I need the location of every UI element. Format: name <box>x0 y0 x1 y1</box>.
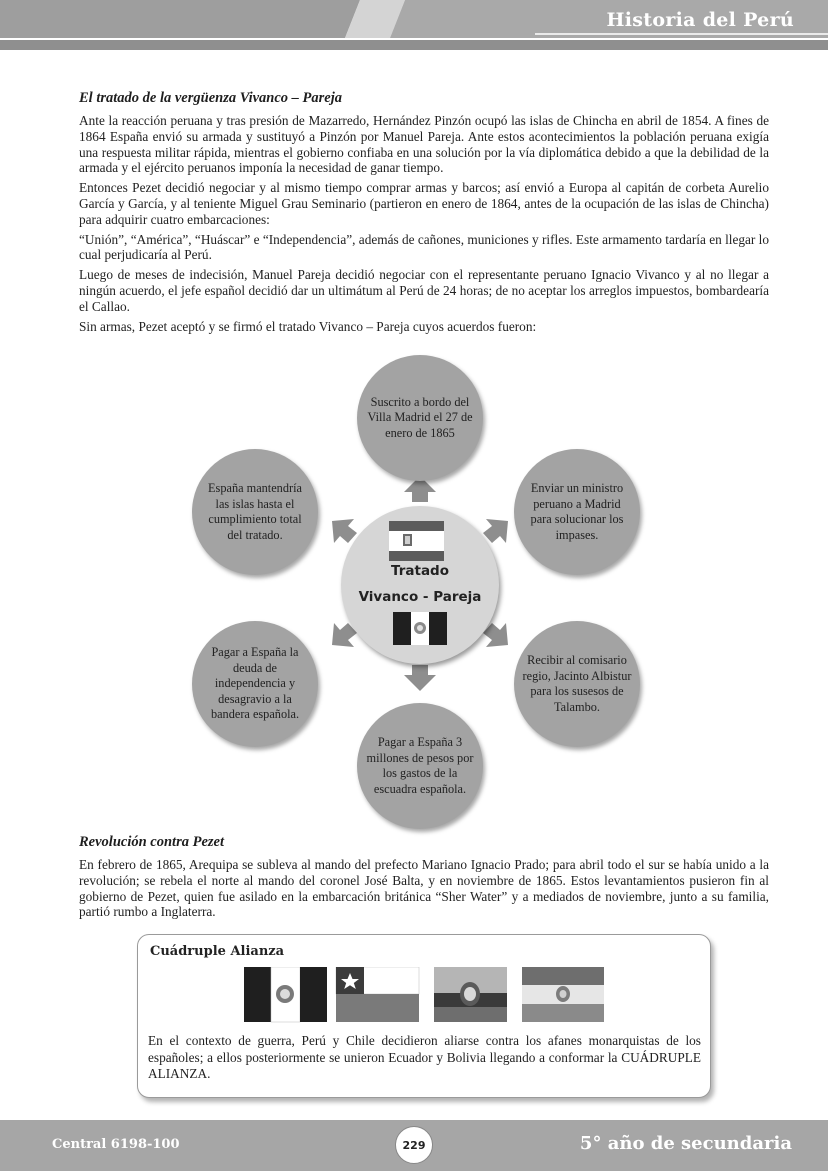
node-mantener-islas <box>192 449 318 575</box>
page-footer <box>0 1120 828 1171</box>
node-text: Pagar a España 3 millones de pesos por los gastos de la escuadra española. <box>366 735 474 796</box>
peru-flag-icon <box>393 612 447 645</box>
bolivia-flag-icon <box>522 967 604 1022</box>
peru-flag-icon <box>244 967 327 1022</box>
ecuador-flag-icon <box>434 967 507 1022</box>
footer-phone: Central 6198-100 <box>52 1137 180 1152</box>
arrow-down-icon <box>404 665 436 691</box>
paragraph: Entonces Pezet decidió negociar y al mismo tiempo comprar armas y barcos; así envió a Europa al capitán de corbeta Aurelio García y García, y al teniente Miguel Grau Seminario (partieron en enero de 1864, antes de la ocupación de las islas de Chincha) para adquirir cuatro embarcaciones: <box>79 180 769 227</box>
node-pagar-millones <box>357 703 483 829</box>
center-flags <box>341 506 499 664</box>
section-revolucion <box>79 834 769 924</box>
paragraph: Luego de meses de indecisión, Manuel Pareja decidió negociar con el representante peruano Ignacio Vivanco y al no llegar a ningún acuerdo, el jefe español decidió dar un ultimátum al Perú de 24 horas; de no aceptar los arreglos impuestos, bombardearía el Callao. <box>79 267 769 314</box>
section-title: Revolución contra Pezet <box>79 834 224 850</box>
treaty-diagram <box>190 355 650 830</box>
node-text: España mantendría las islas hasta el cumplimiento total del tratado. <box>208 481 302 542</box>
node-pagar-deuda <box>192 621 318 747</box>
node-suscrito <box>357 355 483 481</box>
header-title: Historia del Perú <box>606 9 794 31</box>
section-title: El tratado de la vergüenza Vivanco – Pareja <box>79 90 343 106</box>
paragraph: En febrero de 1865, Arequipa se subleva al mando del prefecto Mariano Ignacio Prado; para abril todo el sur se había unido a la revolución; se rebela el norte al mando del coronel José Balta, y en noviembre de 1865. Estos levantamientos pusieron fin al gobierno de Pezet, quien fue asilado en la embarcación británica “Sher Water” y a mediados de noviembre, junto a su familia, partió rumbo a Inglaterra. <box>79 857 769 920</box>
paragraph: “Unión”, “América”, “Huáscar” e “Independencia”, además de cañones, municiones y rifles. Este armamento tardaría en llegar lo cual perjudicaría al Perú. <box>79 231 770 263</box>
node-enviar-ministro <box>514 449 640 575</box>
footer-grade: 5° año de secundaria <box>579 1133 792 1154</box>
page-header <box>0 0 828 52</box>
section-tratado <box>79 90 769 338</box>
chile-flag-icon <box>336 967 419 1022</box>
alliance-flags <box>244 967 606 1025</box>
node-text: Suscrito a bordo del Villa Madrid el 27 de enero de 1865 <box>367 394 473 440</box>
alliance-title: Cuádruple Alianza <box>150 944 285 959</box>
page-number: 229 <box>395 1126 433 1164</box>
paragraph: Sin armas, Pezet aceptó y se firmó el tratado Vivanco – Pareja cuyos acuerdos fueron: <box>79 318 537 334</box>
spain-flag-icon <box>389 521 444 561</box>
center-title: Tratado <box>391 563 449 579</box>
node-text: Enviar un ministro peruano a Madrid para solucionar los impases. <box>530 481 624 542</box>
node-recibir-comisario <box>514 621 640 747</box>
treaty-center <box>341 506 499 664</box>
center-subtitle: Vivanco - Pareja <box>358 589 482 605</box>
alliance-box <box>137 934 711 1098</box>
paragraph: Ante la reacción peruana y tras presión de Mazarredo, Hernández Pinzón ocupó las islas de Chincha en abril de 1854. A fines de 1864 España envió su armada y sustituyó a Pinzón por Manuel Pareja. Ante estos acontecimientos la población peruana exigía una respuesta militar rápida, mientras el gobierno confiaba en una solución por la vía diplomática debido a que la debilidad de la armada y el ejército peruanos imponía la necesidad de ganar tiempo. <box>79 113 769 176</box>
node-text: Recibir al comisario regio, Jacinto Albistur para los susesos de Talambo. <box>522 653 632 714</box>
alliance-text: En el contexto de guerra, Perú y Chile decidieron aliarse contra los afanes monarquistas de los españoles; a ellos posteriormente se unieron Ecuador y Bolivia llegando a conformar la CUÁDRUPLE ALIANZA. <box>148 1033 701 1081</box>
node-text: Pagar a España la deuda de independencia y desagravio a la bandera española. <box>210 645 300 722</box>
